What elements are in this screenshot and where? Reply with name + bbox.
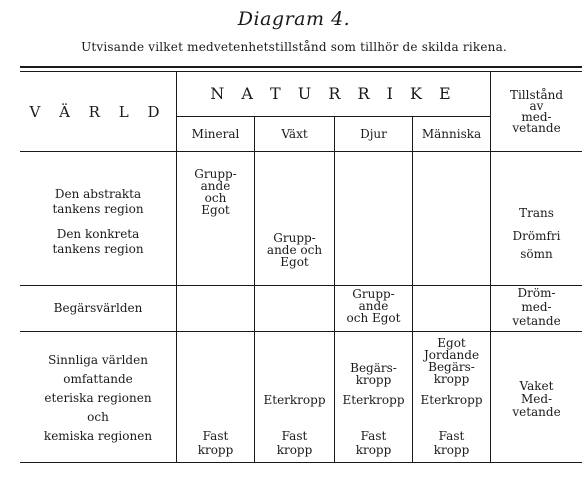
- cell-physical-human-dense: [413, 428, 490, 458]
- diagram-title: Diagram 4.: [237, 8, 351, 30]
- row-label-concrete: [20, 224, 176, 260]
- row-label-line: eteriska regionen: [44, 390, 152, 405]
- cell-physical-human-upper: [413, 334, 490, 388]
- header-bottom-divider: [20, 151, 582, 152]
- cell-physical-plant-etheric: Eterkropp: [263, 393, 326, 407]
- header-col-plant: Växt: [281, 127, 308, 141]
- row-label-line: tankens region: [52, 242, 144, 256]
- header-col-mineral: Mineral: [191, 127, 240, 141]
- header-state-line: med-: [521, 109, 552, 124]
- cell-mental-state-abstract: Trans: [519, 206, 554, 220]
- cell-line: kropp: [433, 443, 470, 457]
- row-label-line: kemiska regionen: [43, 428, 153, 443]
- bottom-rule: [20, 462, 582, 463]
- cell-line: kropp: [197, 443, 234, 457]
- cell-line: vetande: [512, 404, 561, 419]
- cell-line: Jordande: [423, 348, 480, 362]
- header-col-human: Människa: [421, 127, 482, 141]
- cell-line: sömn: [520, 247, 553, 261]
- cell-line: Egot: [280, 255, 309, 269]
- cell-line: Med-: [520, 391, 553, 406]
- desire-physical-divider: [20, 331, 582, 332]
- row-label-line: omfattande: [63, 371, 133, 386]
- mineral-plant-divider: [254, 116, 255, 462]
- row-label-desire: Begärsvärlden: [53, 301, 143, 315]
- cell-physical-animal-dense: [335, 428, 412, 458]
- cell-line: Egot: [201, 203, 230, 217]
- cell-line: Dröm-: [517, 286, 556, 300]
- cell-line: vetande: [512, 314, 561, 328]
- header-world: V Ä R L D: [29, 102, 167, 121]
- row-label-abstract: [20, 184, 176, 220]
- cell-desire-state: [491, 284, 582, 330]
- cell-desire-animal: [335, 284, 412, 328]
- row-label-line: och: [87, 409, 109, 424]
- cell-line: Fast: [281, 429, 308, 443]
- header-state-line: av: [529, 98, 544, 113]
- cell-line: ande och: [266, 243, 323, 257]
- cell-line: Begärs-: [428, 360, 475, 374]
- cell-line: med-: [521, 300, 552, 314]
- header-state-line: Tillstånd: [509, 87, 564, 102]
- cell-line: och Egot: [346, 311, 401, 325]
- cell-line: kropp: [355, 443, 392, 457]
- header-col-animal: Djur: [360, 127, 387, 141]
- cell-line: kropp: [355, 373, 392, 387]
- header-state: [491, 72, 582, 151]
- cell-line: Fast: [202, 429, 229, 443]
- cell-physical-animal-etheric: Eterkropp: [342, 393, 405, 407]
- cell-mental-state-concrete: [491, 227, 582, 263]
- cell-physical-plant-dense: [255, 428, 334, 458]
- top-rule-thick: [20, 66, 582, 68]
- header-kingdom: N A T U R R I K E: [210, 84, 457, 103]
- cell-physical-animal-upper: [335, 360, 412, 388]
- header-state-line: vetande: [512, 120, 561, 135]
- cell-line: ande: [200, 179, 231, 193]
- row-label-line: Sinnliga världen: [48, 352, 148, 367]
- cell-physical-mineral-dense: [177, 428, 254, 458]
- cell-mental-plant: [255, 228, 334, 272]
- cell-line: kropp: [433, 372, 470, 386]
- cell-line: Grupp-: [273, 231, 316, 245]
- cell-physical-state: [491, 375, 582, 423]
- cell-line: Vaket: [519, 378, 554, 393]
- cell-line: Grupp-: [194, 167, 237, 181]
- row-label-physical: [20, 350, 176, 446]
- cell-line: och: [204, 191, 227, 205]
- cell-physical-human-etheric: Eterkropp: [420, 393, 483, 407]
- diagram-subtitle: Utvisande vilket medvetenhetstillstånd som tillhör de skilda rikena.: [81, 40, 507, 54]
- animal-human-divider: [412, 116, 413, 462]
- cell-line: Begärs-: [350, 361, 397, 375]
- row-label-line: Den konkreta: [56, 227, 140, 241]
- cell-line: Fast: [438, 429, 465, 443]
- cell-line: Grupp-: [352, 287, 395, 301]
- row-label-line: tankens region: [52, 202, 144, 216]
- row-label-line: Den abstrakta: [54, 187, 142, 201]
- cell-line: Egot: [437, 336, 466, 350]
- cell-line: Drömfri: [512, 229, 561, 243]
- cell-line: Fast: [360, 429, 387, 443]
- cell-line: kropp: [276, 443, 313, 457]
- cell-line: ande: [358, 299, 389, 313]
- cell-mental-mineral: [177, 164, 254, 220]
